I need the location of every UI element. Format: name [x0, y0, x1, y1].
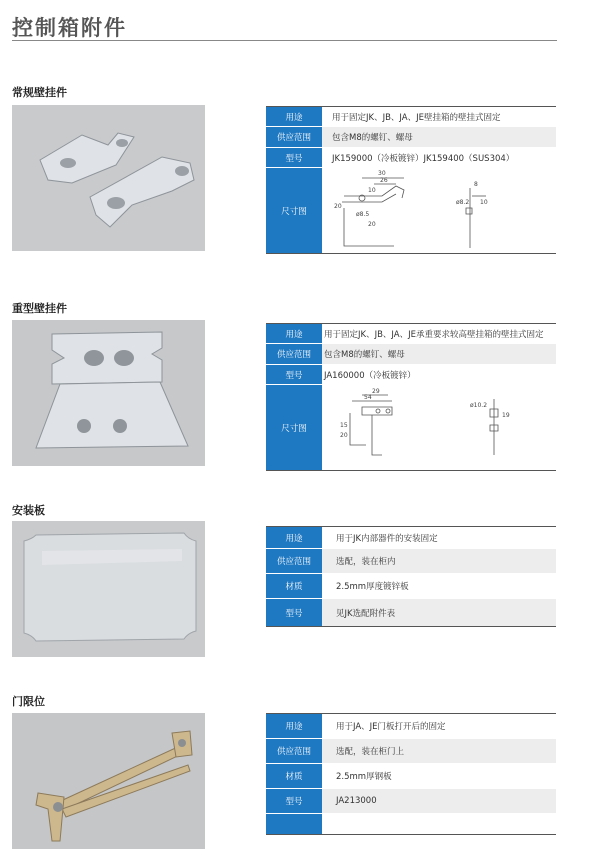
- spec-value: 2.5mm厚度镀锌板: [322, 574, 556, 598]
- spec-row: [266, 365, 556, 385]
- spec-row: [266, 574, 556, 599]
- spec-value: 用于JK内部器件的安装固定: [322, 527, 556, 548]
- photo-mounting-plate: [12, 521, 205, 657]
- spec-table-door-stop: [266, 713, 556, 835]
- spec-row: [266, 789, 556, 814]
- spec-row: [266, 814, 556, 834]
- spec-label: [266, 814, 322, 834]
- spec-value: 用于固定JK、JB、JA、JE承重要求较高壁挂箱的壁挂式固定: [322, 324, 556, 343]
- spec-row: [266, 344, 556, 365]
- spec-row: [266, 527, 556, 549]
- section-heading-door-stop: 门限位: [12, 695, 45, 708]
- spec-label: 型号: [266, 789, 322, 813]
- spec-value: 用于固定JK、JB、JA、JE壁挂箱的壁挂式固定: [322, 107, 556, 126]
- spec-label: 尺寸图: [266, 168, 322, 253]
- dim-label: 54: [364, 394, 372, 401]
- dim-label: 19: [502, 412, 510, 419]
- dim-label: 15: [340, 422, 348, 429]
- title-rule: [12, 40, 557, 41]
- spec-value: 选配，装在柜门上: [322, 739, 556, 763]
- dim-label: 20: [334, 203, 342, 210]
- spec-label: 用途: [266, 107, 322, 126]
- spec-label: 材质: [266, 764, 322, 788]
- dim-label: 10: [368, 187, 376, 194]
- dim-label: ø8.5: [356, 211, 370, 218]
- section-heading-heavy-bracket: 重型壁挂件: [12, 302, 67, 315]
- spec-label: 用途: [266, 527, 322, 548]
- spec-label: 型号: [266, 365, 322, 384]
- spec-label: 供应范围: [266, 549, 322, 573]
- spec-value: 2.5mm厚钢板: [322, 764, 556, 788]
- spec-row: [266, 764, 556, 789]
- spec-label: 型号: [266, 148, 322, 167]
- dim-label: 26: [380, 177, 388, 184]
- photo-wall-bracket: [12, 105, 205, 251]
- spec-value: 包含M8的螺钉、螺母: [322, 127, 556, 147]
- spec-value: 见JK选配附件表: [322, 599, 556, 626]
- spec-row: [266, 739, 556, 764]
- dim-label: 30: [378, 170, 386, 177]
- spec-label: 型号: [266, 599, 322, 626]
- spec-value: [322, 814, 556, 834]
- spec-row: [266, 549, 556, 574]
- spec-value: JA160000（冷板镀锌）: [322, 365, 556, 384]
- spec-row: [266, 148, 556, 168]
- spec-value: JK159000（冷板镀锌）JK159400（SUS304）: [322, 148, 556, 167]
- section-heading-wall-bracket: 常规壁挂件: [12, 86, 67, 99]
- spec-label: 供应范围: [266, 344, 322, 364]
- spec-row: [266, 107, 556, 127]
- photo-door-stop: [12, 713, 205, 849]
- spec-row: [266, 324, 556, 344]
- section-heading-mounting-plate: 安装板: [12, 504, 45, 517]
- spec-row: [266, 127, 556, 148]
- dimension-drawing: [322, 168, 556, 253]
- spec-table-mounting-plate: [266, 526, 556, 627]
- spec-label: 材质: [266, 574, 322, 598]
- dim-label: 8: [474, 181, 478, 188]
- spec-label: 供应范围: [266, 739, 322, 763]
- page-title: 控制箱附件: [12, 16, 127, 40]
- photo-heavy-bracket: [12, 320, 205, 466]
- spec-value: 选配，装在柜内: [322, 549, 556, 573]
- spec-table-wall-bracket: [266, 106, 556, 254]
- spec-row: [266, 168, 556, 253]
- dim-label: ø8.2: [456, 199, 470, 206]
- spec-value: JA213000: [322, 789, 556, 813]
- dim-label: 20: [340, 432, 348, 439]
- spec-label: 供应范围: [266, 127, 322, 147]
- spec-label: 用途: [266, 324, 322, 343]
- spec-row: [266, 385, 556, 470]
- spec-value: 用于JA、JE门板打开后的固定: [322, 714, 556, 738]
- spec-label: 尺寸图: [266, 385, 322, 470]
- spec-value: 包含M8的螺钉、螺母: [322, 344, 556, 364]
- spec-row: [266, 599, 556, 626]
- dimension-drawing: [322, 385, 556, 470]
- dim-label: 10: [480, 199, 488, 206]
- dim-label: 29: [372, 388, 380, 395]
- dim-label: 20: [368, 221, 376, 228]
- dim-label: ø10.2: [470, 402, 488, 409]
- spec-row: [266, 714, 556, 739]
- spec-table-heavy-bracket: [266, 323, 556, 471]
- spec-label: 用途: [266, 714, 322, 738]
